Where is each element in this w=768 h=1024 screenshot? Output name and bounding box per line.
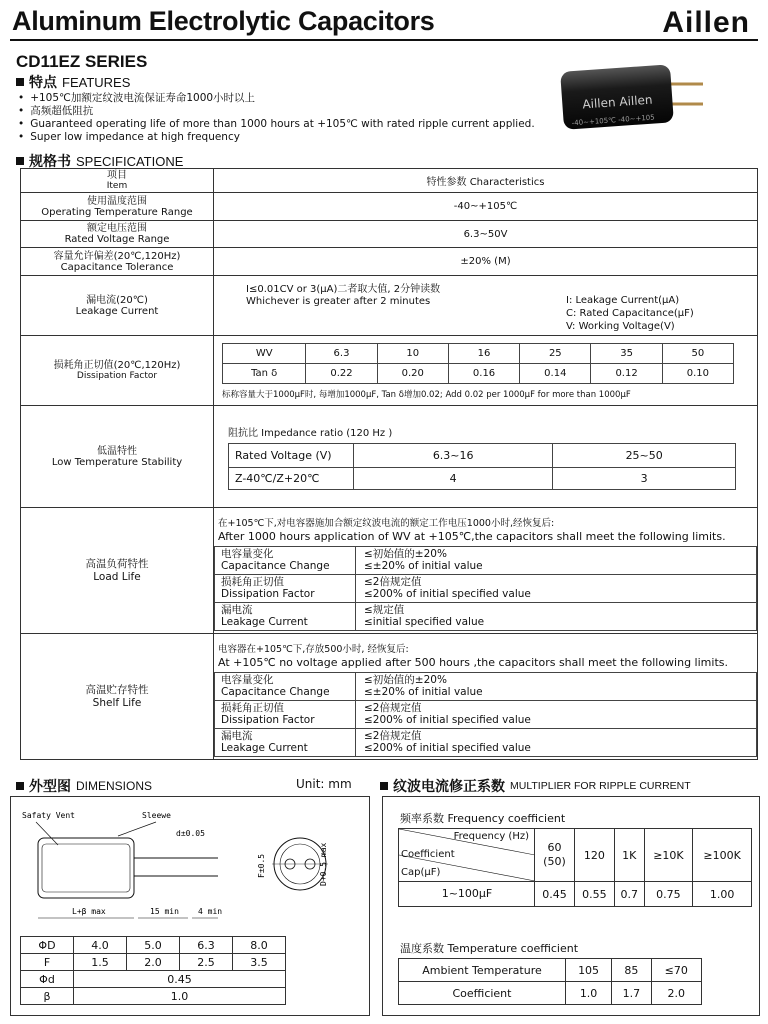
table-row: 损耗角正切值 Dissipation Factor ≤2倍规定值 ≤200% of initial specified value [215, 700, 757, 728]
df-tan-cell: 0.22 [306, 364, 377, 384]
spec-leakage-value: I≤0.01CV or 3(μA)二者取大值, 2分钟读数 Whichever is greater after 2 minutes I: Leakage Current(μA) C: Rated Capacitance(μF) V: Working Voltage(V) [214, 276, 758, 336]
lead-end-label: 4 min [198, 907, 223, 916]
features-list [18, 92, 535, 144]
lowtemp-table [228, 443, 736, 490]
table-row [21, 221, 758, 248]
features-heading: 特点 FEATURES [16, 72, 130, 92]
df-tan-cell: 0.14 [520, 364, 591, 384]
section-bullet-icon [16, 78, 24, 86]
lead-min-label: 15 min [150, 907, 179, 916]
list-item: • Guaranteed operating life of more than 1000 hours at +105℃ with rated ripple current applied. [18, 118, 535, 131]
df-table [222, 343, 734, 384]
table-row [21, 634, 758, 760]
table-row: 漏电流 Leakage Current ≤规定值 ≤initial specified value [215, 602, 757, 630]
df-tan-cell: 0.20 [377, 364, 448, 384]
diameter-label: D+0.5 max [319, 842, 328, 886]
df-tan-cell: 0.12 [591, 364, 662, 384]
vent-label: Safaty Vent [22, 811, 75, 820]
spec-temp-label: 使用温度范围 Operating Temperature Range [21, 193, 214, 221]
spec-leakage-label: 漏电流(20℃) Leakage Current [21, 276, 214, 336]
table-row: β 1.0 [21, 988, 286, 1005]
spec-heading: 规格书 SPECIFICATIONE [16, 151, 183, 171]
table-row: 损耗角正切值 Dissipation Factor ≤2倍规定值 ≤200% of initial specified value [215, 574, 757, 602]
lead-d-label: d±0.05 [176, 829, 205, 838]
table-row [21, 248, 758, 276]
list-item: • Super low impedance at high frequency [18, 131, 535, 144]
dimensions-heading: 外型图 DIMENSIONS [16, 776, 152, 796]
table-row: 电容量变化 Capacitance Change ≤初始值的±20% ≤±20% of initial value [215, 546, 757, 574]
spec-loadlife-value: 在+105℃下,对电容器施加合额定纹波电流的额定工作电压1000小时,经恢复后: After 1000 hours application of WV at +105℃,the capacitors shall meet the following limits. 电容量变化 Capacitance Change ≤初始值的±20% ≤±20% of initial value 损耗角正切值 Dissipation Factor ≤2倍规定值 ≤200% of initial specified value 漏电流 Leakage Current ≤规定值 ≤initial specified value [214, 508, 758, 634]
page-title: Aluminum Electrolytic Capacitors [12, 6, 435, 36]
impedance-ratio-label: 阻抗比 Impedance ratio (120 Hz ) [228, 427, 393, 439]
df-wv-cell: 10 [377, 344, 448, 364]
spec-temp-value: -40~+105℃ [214, 193, 758, 221]
table-row: Rated Voltage (V) 6.3~16 25~50 [229, 443, 736, 467]
section-bullet-icon [16, 157, 24, 165]
unit-label: Unit: mm [296, 777, 352, 791]
section-bullet-icon [16, 782, 24, 790]
df-wv-cell: 16 [448, 344, 519, 364]
temp-coef-table [398, 958, 702, 1005]
table-row [21, 508, 758, 634]
df-wv-label: WV [223, 344, 306, 364]
spec-df-value [214, 336, 758, 406]
header-divider [10, 39, 758, 41]
table-row: 0.45 0.55 0.7 0.75 1.00 [535, 882, 752, 907]
brand-logo: Aillen [662, 6, 750, 39]
temp-coef-title: 温度系数 Temperature coefficient [400, 942, 579, 955]
spec-lowtemp-label: 低温特性 Low Temperature Stability [21, 406, 214, 508]
table-row: Coefficient 1.0 1.7 2.0 [399, 982, 702, 1005]
table-row [21, 336, 758, 406]
pitch-label: F±0.5 [257, 853, 266, 878]
length-label: L+β max [72, 907, 106, 916]
spec-loadlife-label: 高温负荷特性 Load Life [21, 508, 214, 634]
leakage-legend: I: Leakage Current(μA) C: Rated Capacitance(μF) V: Working Voltage(V) [566, 295, 694, 332]
spec-tolerance-label: 容量允许偏差(20℃,120Hz) Capacitance Tolerance [21, 248, 214, 276]
table-row: ΦD 4.0 5.0 6.3 8.0 [21, 937, 286, 954]
table-row [21, 276, 758, 336]
table-row: 漏电流 Leakage Current ≤2倍规定值 ≤200% of initial specified value [215, 728, 757, 756]
spec-df-label: 损耗角正切值(20℃,120Hz) Dissipation Factor [21, 336, 214, 406]
ripple-heading: 纹波电流修正系数 MULTIPLIER FOR RIPPLE CURRENT [380, 776, 691, 796]
dimension-drawing [18, 800, 358, 930]
table-row [223, 344, 734, 364]
spec-voltage-label: 额定电压范围 Rated Voltage Range [21, 221, 214, 248]
capacitor-label: Aillen Aillen [581, 92, 653, 112]
freq-coef-title: 频率系数 Frequency coefficient [400, 812, 566, 825]
df-tan-cell: 0.10 [662, 364, 733, 384]
section-bullet-icon [380, 782, 388, 790]
df-wv-cell: 35 [591, 344, 662, 364]
table-row [223, 364, 734, 384]
spec-shelflife-label: 高温贮存特性 Shelf Life [21, 634, 214, 760]
series-title: CD11EZ SERIES [16, 52, 148, 71]
spec-shelflife-value: 电容器在+105℃下,存放500小时, 经恢复后: At +105℃ no voltage applied after 500 hours ,the capacitors shall meet the following limits. 电容量变化 Capacitance Change ≤初始值的±20% ≤±20% of initial value 损耗角正切值 Dissipation Factor ≤2倍规定值 ≤200% of initial specified value 漏电流 Leakage Current ≤2倍规定值 ≤200% of initial specified value [214, 634, 758, 760]
table-row: Φd 0.45 [21, 971, 286, 988]
table-row: 电容量变化 Capacitance Change ≤初始值的±20% ≤±20% of initial value [215, 672, 757, 700]
freq-diag-cell: Frequency (Hz) Coefficient Cap(μF) [398, 828, 535, 882]
spec-tolerance-value: ±20% (M) [214, 248, 758, 276]
table-row [21, 406, 758, 508]
capacitor-marking: -40~+105℃ -40~+105 [571, 113, 655, 128]
df-tan-label: Tan δ [223, 364, 306, 384]
cap-range-cell: 1~100μF [398, 881, 535, 907]
spec-char-header: 特性参数 Characteristics [214, 169, 758, 193]
df-wv-cell: 25 [520, 344, 591, 364]
table-row [21, 193, 758, 221]
spec-lowtemp-value [214, 406, 758, 508]
df-wv-cell: 50 [662, 344, 733, 364]
spec-voltage-value: 6.3~50V [214, 221, 758, 248]
shelflife-table [214, 672, 757, 757]
table-row [21, 169, 758, 193]
capacitor-photo [558, 62, 708, 132]
list-item: • 高频超低阻抗 [18, 105, 535, 118]
spec-item-header: 项目 Item [21, 169, 214, 193]
loadlife-table [214, 546, 757, 631]
sleeve-label: Sleewe [142, 811, 171, 820]
spec-table [20, 168, 758, 760]
table-row: F 1.5 2.0 2.5 3.5 [21, 954, 286, 971]
table-row: 60 (50) 120 1K ≥10K ≥100K [535, 829, 752, 882]
freq-coef-table [534, 828, 752, 907]
df-note: 标称容量大于1000μF时, 每增加1000μF, Tan δ增加0.02; Add 0.02 per 1000μF for more than 1000μF [222, 390, 631, 400]
df-tan-cell: 0.16 [448, 364, 519, 384]
dimensions-table [20, 936, 286, 1005]
df-wv-cell: 6.3 [306, 344, 377, 364]
table-row: Z-40℃/Z+20℃ 4 3 [229, 467, 736, 489]
list-item: • +105℃加额定纹波电流保证寿命1000小时以上 [18, 92, 535, 105]
table-row: Ambient Temperature 105 85 ≤70 [399, 959, 702, 982]
